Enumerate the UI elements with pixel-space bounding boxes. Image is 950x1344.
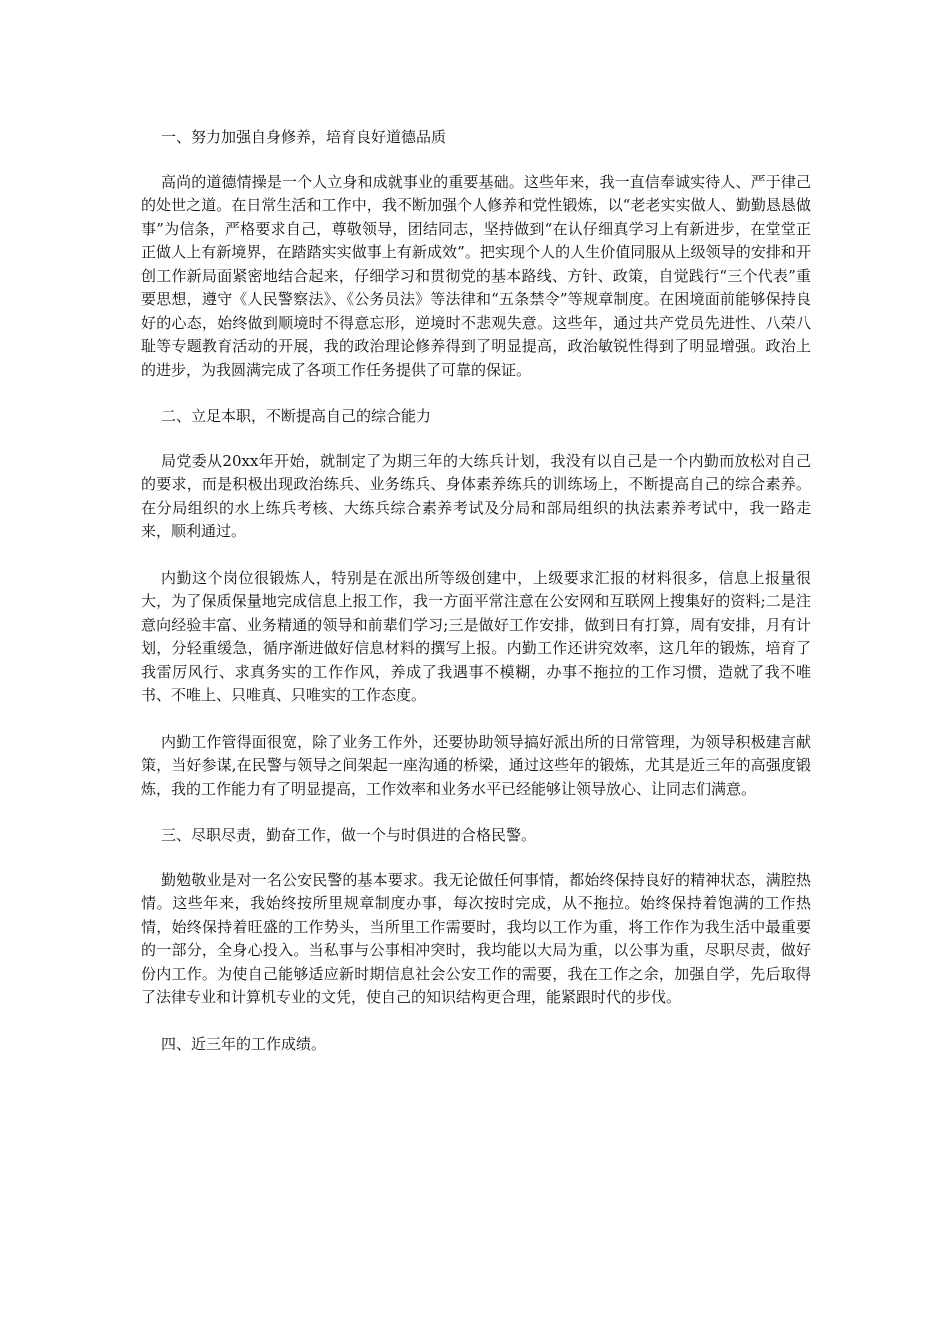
- paragraph: 勤勉敬业是对一名公安民警的基本要求。我无论做任何事情，都始终保持良好的精神状态，满腔热情。这些年来，我始终按所里规章制度办事，每次按时完成，从不拖拉。始终保持着饱满的工作热情，始终保持着旺盛的工作势头，当所里工作需要时，我均以工作为重，将工作作为我生活中最重要的一部分，全身心投入。当私事与公事相冲突时，我均能以大局为重，以公事为重，尽职尽责，做好份内工作。为使自己能够适应新时期信息社会公安工作的需要，我在工作之余，加强自学，先后取得了法律专业和计算机专业的文凭，使自己的知识结构更合理，能紧跟时代的步伐。: [141, 870, 811, 1006]
- paragraph: 高尚的道德情操是一个人立身和成就事业的重要基础。这些年来，我一直信奉诚实待人、严于律己的处世之道。在日常生活和工作中，我不断加强个人修养和党性锻炼，以“老老实实做人、勤勤恳恳做事”为信条，严格要求自己，尊敬领导，团结同志，坚持做到“在认仔细真学习上有新进步，在堂堂正正做人上有新境界，在踏踏实实做事上有新成效”。把实现个人的人生价值同服从上级领导的安排和开创工作新局面紧密地结合起来，仔细学习和贯彻党的基本路线、方针、政策，自觉践行“三个代表”重要思想，遵守《人民警察法》、《公务员法》等法律和“五条禁令”等规章制度。在困境面前能够保持良好的心态，始终做到顺境时不得意忘形，逆境时不悲观失意。这些年，通过共产党员先进性、八荣八耻等专题教育活动的开展，我的政治理论修养得到了明显提高，政治敏锐性得到了明显增强。政治上的进步，为我圆满完成了各项工作任务提供了可靠的保证。: [141, 172, 811, 379]
- paragraph: 内勤这个岗位很锻炼人，特别是在派出所等级创建中，上级要求汇报的材料很多，信息上报量很大，为了保质保量地完成信息上报工作，我一方面平常注意在公安网和互联网上搜集好的资料;二是注意向经验丰富、业务精通的领导和前辈们学习;三是做好工作安排，做到日有打算，周有安排，月有计划，分轻重缓急，循序渐进做好信息材料的撰写上报。内勤工作还讲究效率，这几年的锻炼，培育了我雷厉风行、求真务实的工作作风，养成了我遇事不模糊，办事不拖拉的工作习惯，造就了我不唯书、不唯上、只唯真、只唯实的工作态度。: [141, 568, 811, 704]
- section-heading: 三、尽职尽责，勤奋工作，做一个与时俱进的合格民警。: [161, 826, 537, 844]
- paragraph: 局党委从20xx年开始，就制定了为期三年的大练兵计划，我没有以自己是一个内勤而放松对自己的要求，而是积极出现政治练兵、业务练兵、身体素养练兵的训练场上，不断提高自己的综合素养。在分局组织的水上练兵考核、大练兵综合素养考试及分局和部局组织的执法素养考试中，我一路走来，顺利通过。: [141, 451, 811, 540]
- paragraph: 内勤工作管得面很宽，除了业务工作外，还要协助领导搞好派出所的日常管理，为领导积极建言献策，当好参谋,在民警与领导之间架起一座沟通的桥梁，通过这些年的锻炼，尤其是近三年的高强度锻炼，我的工作能力有了明显提高，工作效率和业务水平已经能够让领导放心、让同志们满意。: [141, 732, 811, 798]
- document-body: [141, 126, 811, 1056]
- section-heading: 一、努力加强自身修养，培育良好道德品质: [161, 128, 447, 146]
- section-heading: 二、立足本职，不断提高自己的综合能力: [161, 407, 432, 425]
- section-heading: 四、近三年的工作成绩。: [161, 1034, 327, 1053]
